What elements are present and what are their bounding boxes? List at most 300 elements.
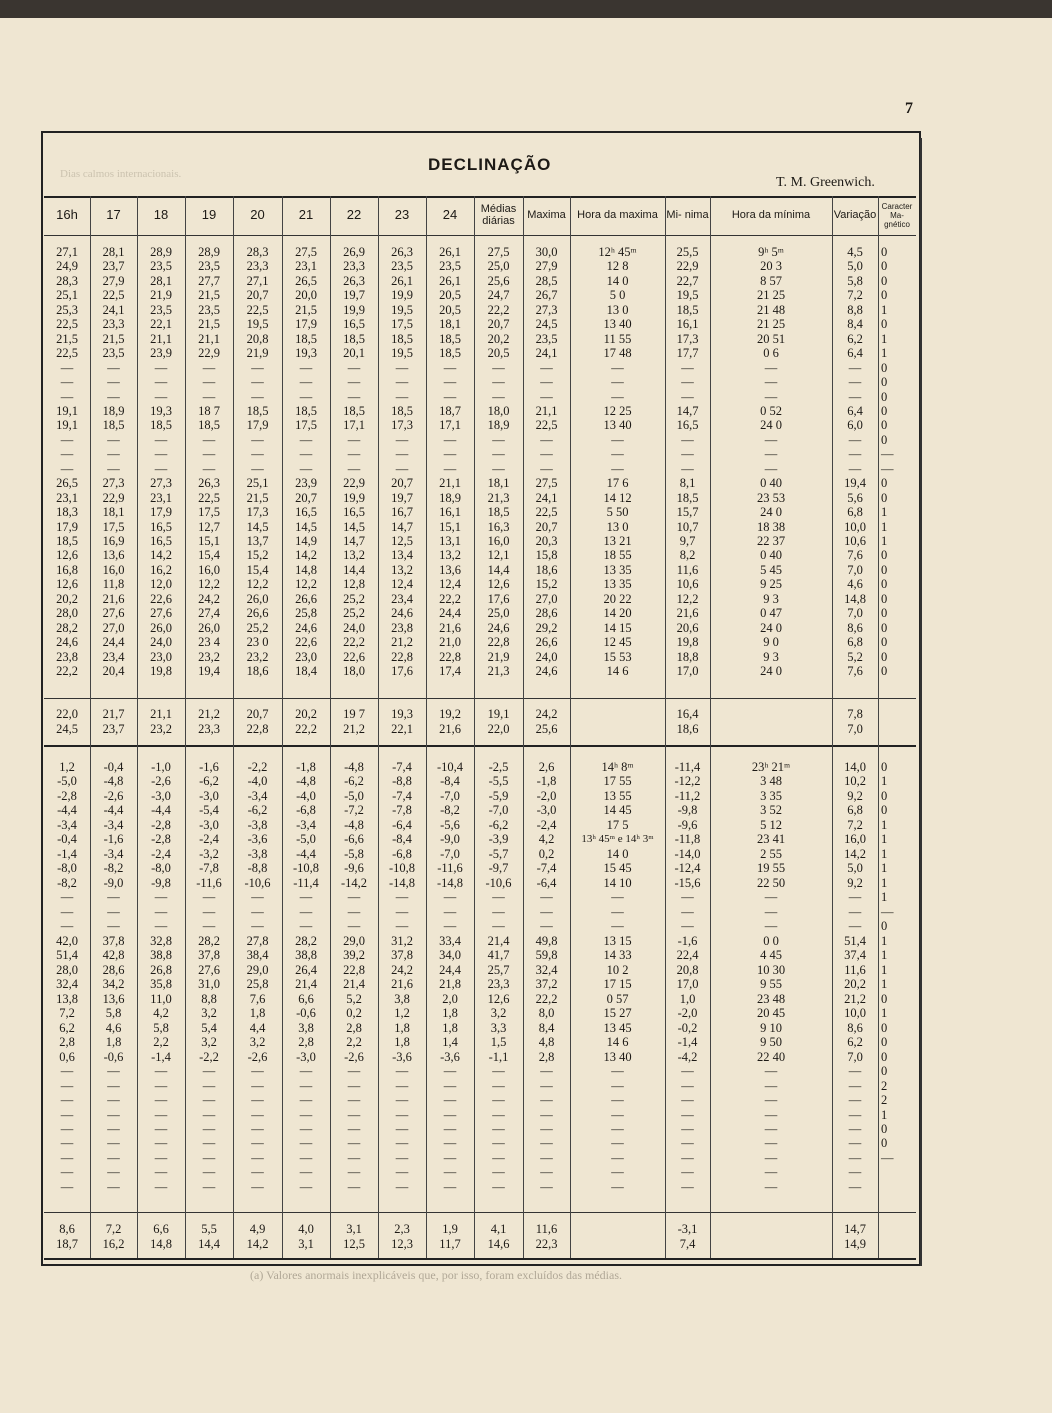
table-cell: 13,7 xyxy=(246,534,269,548)
table-cell: — xyxy=(611,1179,624,1194)
table-cell: 23,8 xyxy=(391,620,413,635)
table-cell: 24,0 xyxy=(535,649,558,664)
table-cell: 31,0 xyxy=(198,977,220,992)
table-cell: — xyxy=(540,1150,553,1165)
table-cell: — xyxy=(60,360,74,375)
table-cell: — xyxy=(107,1179,120,1194)
table-cell: 23,5 xyxy=(102,346,125,361)
table-cell: 7,0 xyxy=(847,562,863,577)
table-cell: 13 15 xyxy=(603,933,632,948)
table-cell: 22,8 xyxy=(439,649,461,664)
table-cell: 0 xyxy=(881,418,888,433)
table-cell: 25,2 xyxy=(343,606,365,621)
table-cell: 23,4 xyxy=(391,591,413,606)
table-cell: 26,0 xyxy=(150,620,172,635)
table-cell: 3,8 xyxy=(298,1020,314,1035)
table-cell: 13,6 xyxy=(439,562,461,577)
table-cell: 13 40 xyxy=(603,1049,632,1064)
table-cell: — xyxy=(251,1064,264,1079)
table-cell: — xyxy=(60,890,74,905)
table-cell: — xyxy=(154,1179,168,1194)
table-cell: 21 48 xyxy=(756,302,786,317)
table-cell: -0,6 xyxy=(103,1049,124,1064)
table-cell: 27,8 xyxy=(246,933,269,948)
table-cell: -2,6 xyxy=(344,1049,364,1064)
table-cell: -3,6 xyxy=(392,1049,412,1064)
table-cell: — xyxy=(848,1064,862,1079)
table-cell: -2,4 xyxy=(536,817,557,832)
table-cell: 39,2 xyxy=(343,948,365,963)
table-cell: — xyxy=(540,1064,553,1079)
table-cell: — xyxy=(443,1064,457,1079)
table-cell: — xyxy=(299,1064,313,1079)
table-cell: -3,6 xyxy=(247,832,268,847)
table-cell: 4,8 xyxy=(538,1035,555,1050)
table-cell: 22,1 xyxy=(391,721,413,736)
table-cell: — xyxy=(154,1150,168,1165)
table-cell: 13 35 xyxy=(603,577,632,592)
table-cell: 14,9 xyxy=(295,534,317,548)
table-cell: — xyxy=(251,432,264,447)
table-cell: — xyxy=(681,904,694,919)
table-cell: 25,6 xyxy=(535,721,558,736)
table-cell: 1 xyxy=(881,962,888,977)
table-cell: 32,4 xyxy=(535,962,558,977)
table-cell: 13,1 xyxy=(439,534,461,548)
table-cell: 17,5 xyxy=(102,519,125,534)
table-cell: 12,2 xyxy=(295,577,317,592)
table-cell: 17,6 xyxy=(391,664,413,679)
table-cell: 3,8 xyxy=(394,991,410,1006)
table-cell: — xyxy=(540,1179,553,1194)
table-cell: 22,9 xyxy=(676,259,699,274)
table-cell: -2,6 xyxy=(247,1049,268,1064)
table-cell: 15 45 xyxy=(603,861,632,876)
table-cell: — xyxy=(681,461,694,476)
table-cell: 17,4 xyxy=(439,664,461,679)
table-cell: 26,7 xyxy=(535,288,558,303)
table-cell: 13 40 xyxy=(603,418,632,433)
table-cell: — xyxy=(60,1165,74,1180)
table-cell: 16,0 xyxy=(198,562,220,577)
table-cell: 21,2 xyxy=(844,991,866,1006)
table-cell: — xyxy=(681,375,694,390)
table-cell: — xyxy=(347,389,361,404)
table-cell: -7,4 xyxy=(536,861,557,876)
table-cell: — xyxy=(764,461,778,476)
table-cell: 14ʰ 8ᵐ xyxy=(601,760,634,774)
table-cell: — xyxy=(540,919,553,934)
table-cell: 27,6 xyxy=(198,962,220,977)
column-header: Mi- nima xyxy=(666,209,709,221)
table-cell: — xyxy=(492,1078,505,1093)
table-cell: — xyxy=(251,1078,264,1093)
table-cell: 28,5 xyxy=(535,273,558,288)
table-cell: 24,4 xyxy=(439,962,461,977)
table-cell: -4,0 xyxy=(296,788,316,803)
table-cell: -11,8 xyxy=(674,832,701,847)
table-cell: — xyxy=(681,1136,694,1151)
table-cell: 13 55 xyxy=(603,788,632,803)
table-cell: 24,6 xyxy=(56,635,78,650)
table-cell: 14,7 xyxy=(844,1222,866,1236)
table-cell: — xyxy=(154,1122,168,1136)
table-cell: 23,5 xyxy=(198,302,220,317)
table-cell: -4,8 xyxy=(344,760,364,774)
table-cell: 9,7 xyxy=(679,534,696,548)
table-cell: 0 52 xyxy=(760,403,782,418)
table-cell: 15,1 xyxy=(198,534,220,548)
table-cell: -3,4 xyxy=(103,846,124,861)
table-cell: — xyxy=(347,360,361,375)
table-cell: 14 0 xyxy=(606,273,629,288)
table-cell: 9 3 xyxy=(763,649,779,664)
table-cell: — xyxy=(764,919,778,934)
table-cell: 18,0 xyxy=(343,664,365,679)
table-cell: 13 0 xyxy=(606,519,629,534)
table-cell: -2,4 xyxy=(199,832,219,847)
table-cell: 18,5 xyxy=(343,331,365,346)
table-cell: 7,0 xyxy=(847,721,863,736)
table-cell: 1 xyxy=(881,534,888,548)
table-cell: 22,6 xyxy=(150,591,172,606)
table-cell: 23 4 xyxy=(198,635,220,650)
table-cell: 17 55 xyxy=(603,774,632,789)
table-cell: 14,9 xyxy=(844,1236,866,1251)
column-header: Maxima xyxy=(527,209,566,221)
table-cell: 21,1 xyxy=(439,476,461,491)
table-cell: -1,1 xyxy=(488,1049,509,1064)
table-cell: — xyxy=(395,1150,409,1165)
table-cell: — xyxy=(60,1179,74,1194)
table-cell: — xyxy=(681,447,694,462)
table-cell: 25,2 xyxy=(246,620,269,635)
table-cell: 5 45 xyxy=(760,562,782,577)
table-cell: 1,8 xyxy=(394,1035,410,1050)
table-cell: -1,6 xyxy=(677,933,698,948)
table-cell: 0,6 xyxy=(59,1049,75,1064)
table-cell: 20,1 xyxy=(343,346,365,361)
table-cell: 23,9 xyxy=(295,476,317,491)
table-cell: 5 0 xyxy=(609,288,626,303)
table-cell: 0 xyxy=(881,403,888,418)
table-cell: 20,2 xyxy=(295,707,317,721)
table-cell: — xyxy=(299,1107,313,1122)
table-cell: — xyxy=(611,1136,624,1151)
table-cell: — xyxy=(395,890,409,905)
table-cell: — xyxy=(154,447,168,462)
table-cell: -12,2 xyxy=(674,774,701,789)
table-cell: 2,8 xyxy=(59,1035,75,1050)
table-cell: 24,6 xyxy=(535,664,558,679)
table-cell: 1 xyxy=(881,346,888,361)
table-cell: -4,2 xyxy=(677,1049,698,1064)
table-rule xyxy=(44,745,916,747)
table-cell: — xyxy=(299,1078,313,1093)
table-cell: — xyxy=(848,1136,862,1151)
table-cell: — xyxy=(107,904,120,919)
table-cell: 0 40 xyxy=(760,476,782,491)
table-cell: 9 55 xyxy=(760,977,782,992)
table-cell: 6,0 xyxy=(847,418,863,433)
table-cell: 24,5 xyxy=(535,317,558,332)
table-cell: 17,9 xyxy=(246,418,269,433)
table-cell: — xyxy=(764,432,778,447)
table-cell: 19 7 xyxy=(343,707,365,721)
table-cell: 1 xyxy=(881,331,888,346)
table-cell: 24,4 xyxy=(102,635,125,650)
table-cell: 6,6 xyxy=(153,1222,169,1236)
table-cell: 5,8 xyxy=(105,1006,122,1021)
table-cell: — xyxy=(443,1078,457,1093)
table-cell: 8,4 xyxy=(538,1020,555,1035)
table-cell: 3,1 xyxy=(346,1222,362,1236)
table-cell: 19,8 xyxy=(676,635,699,650)
table-cell: — xyxy=(611,904,624,919)
table-cell: 17,9 xyxy=(295,317,317,332)
table-cell: 6,4 xyxy=(847,403,863,418)
table-cell: 24,2 xyxy=(198,591,220,606)
table-cell: 8,8 xyxy=(201,991,217,1006)
table-cell: 22,5 xyxy=(102,288,125,303)
table-cell: — xyxy=(611,1165,624,1180)
table-cell: 1 xyxy=(881,505,888,520)
table-cell: 12,1 xyxy=(487,548,510,563)
table-cell: 7,0 xyxy=(847,606,863,621)
table-cell: — xyxy=(299,904,313,919)
table-cell: 37,8 xyxy=(102,933,125,948)
table-cell: 16,2 xyxy=(150,562,172,577)
table-cell: 16,0 xyxy=(844,832,866,847)
table-cell: — xyxy=(443,1107,457,1122)
table-cell: — xyxy=(347,1165,361,1180)
table-cell: 23,2 xyxy=(198,649,220,664)
table-cell: 29,2 xyxy=(535,620,558,635)
table-cell: 1 xyxy=(881,890,888,905)
table-cell: -12,4 xyxy=(674,861,701,876)
table-cell: 14,2 xyxy=(246,1236,269,1251)
page-number: 7 xyxy=(905,100,913,117)
table-cell: 21,6 xyxy=(391,977,413,992)
table-cell: 14 6 xyxy=(606,664,629,679)
table-cell: — xyxy=(107,1064,120,1079)
table-cell: 26,0 xyxy=(246,591,269,606)
table-cell: 24,6 xyxy=(295,620,317,635)
table-cell: 1 xyxy=(881,1006,888,1021)
table-cell: 7,2 xyxy=(59,1006,75,1021)
table-cell: -3,4 xyxy=(57,817,77,832)
table-cell: 29,0 xyxy=(343,933,365,948)
table-cell: 18,5 xyxy=(343,403,365,418)
table-cell: -2,0 xyxy=(677,1006,698,1021)
table-cell: — xyxy=(107,1078,120,1093)
table-cell: 21,0 xyxy=(439,635,461,650)
table-cell: — xyxy=(848,360,862,375)
table-cell: 17,6 xyxy=(487,591,510,606)
table-cell: -9,0 xyxy=(440,832,460,847)
table-cell: — xyxy=(347,1122,361,1136)
table-cell: — xyxy=(154,389,168,404)
table-cell: -3,4 xyxy=(247,788,268,803)
table-cell: 21,1 xyxy=(198,331,220,346)
table-cell: 9,2 xyxy=(847,875,863,890)
table-cell: 26,6 xyxy=(246,606,269,621)
table-cell: — xyxy=(60,1107,74,1122)
table-cell: — xyxy=(202,389,216,404)
table-cell: 0 xyxy=(881,591,888,606)
table-cell: -2,6 xyxy=(103,788,124,803)
table-cell: -0,4 xyxy=(57,832,77,847)
table-cell: 1,8 xyxy=(442,1006,458,1021)
table-rule xyxy=(44,235,916,236)
table-cell: 2,3 xyxy=(394,1222,410,1236)
table-cell: 18,8 xyxy=(676,649,699,664)
table-cell: 18,5 xyxy=(150,418,172,433)
table-cell: 4,4 xyxy=(249,1020,266,1035)
table-cell: 51,4 xyxy=(844,933,866,948)
table-cell: 0 xyxy=(881,788,888,803)
table-cell: — xyxy=(681,1093,694,1108)
table-cell: — xyxy=(611,919,624,934)
table-cell: 6,2 xyxy=(59,1020,75,1035)
table-cell: -9,8 xyxy=(151,875,171,890)
table-cell: — xyxy=(611,461,624,476)
table-cell: 6,2 xyxy=(847,1035,863,1050)
table-cell: — xyxy=(443,447,457,462)
table-cell: — xyxy=(443,1122,457,1136)
table-cell: 0,2 xyxy=(346,1006,362,1021)
table-cell: 23ʰ 21ᵐ xyxy=(751,760,791,774)
table-cell: -6,4 xyxy=(392,817,412,832)
table-cell: — xyxy=(540,1122,553,1136)
table-cell: 2,6 xyxy=(538,760,555,774)
table-cell: -9,0 xyxy=(103,875,124,890)
table-cell: — xyxy=(395,360,409,375)
table-cell: — xyxy=(251,1122,264,1136)
table-cell: 23,9 xyxy=(150,346,172,361)
table-cell: — xyxy=(395,1179,409,1194)
table-cell: 14,6 xyxy=(487,1236,510,1251)
table-cell: 13 40 xyxy=(603,317,632,332)
table-cell: 25,2 xyxy=(343,591,365,606)
table-cell: -4,8 xyxy=(344,817,364,832)
table-cell: — xyxy=(764,1179,778,1194)
table-cell: 14 0 xyxy=(606,846,629,861)
table-cell: 22,2 xyxy=(535,991,558,1006)
table-cell: 3 52 xyxy=(760,803,782,818)
table-cell: -11,4 xyxy=(674,760,701,774)
table-cell: 28,9 xyxy=(150,245,172,259)
table-cell: 9 3 xyxy=(763,591,779,606)
table-cell: — xyxy=(764,1122,778,1136)
table-cell: 35,8 xyxy=(150,977,172,992)
table-cell: -3,0 xyxy=(199,817,219,832)
table-cell: -11,2 xyxy=(674,788,701,803)
table-cell: — xyxy=(154,1165,168,1180)
table-cell: 13,2 xyxy=(439,548,461,563)
table-cell: 0 47 xyxy=(760,606,782,621)
table-cell: 17,5 xyxy=(198,505,220,520)
table-cell: 32,4 xyxy=(56,977,78,992)
table-cell: 0 xyxy=(881,803,888,818)
table-cell: -1,6 xyxy=(103,832,124,847)
table-cell: 34,0 xyxy=(439,948,461,963)
table-cell: 16,3 xyxy=(487,519,510,534)
table-cell: 27,9 xyxy=(102,273,125,288)
table-cell: 1 xyxy=(881,817,888,832)
table-cell: 17,3 xyxy=(246,505,269,520)
table-cell: — xyxy=(881,904,894,919)
table-cell: — xyxy=(540,389,553,404)
table-cell: 0 xyxy=(881,991,888,1006)
table-cell: 21,4 xyxy=(343,977,365,992)
table-cell: 14,8 xyxy=(844,591,866,606)
table-cell: -3,8 xyxy=(247,846,268,861)
table-cell: — xyxy=(154,890,168,905)
table-cell: -3,6 xyxy=(440,1049,460,1064)
table-cell: — xyxy=(60,461,74,476)
table-cell: 4,9 xyxy=(249,1222,266,1236)
table-cell: 18,9 xyxy=(487,418,510,433)
table-cell: -5,0 xyxy=(344,788,364,803)
table-cell: -1,4 xyxy=(151,1049,171,1064)
table-cell: — xyxy=(60,389,74,404)
table-cell: — xyxy=(848,1122,862,1136)
table-cell: 21,6 xyxy=(439,721,461,736)
table-cell: — xyxy=(540,461,553,476)
table-cell: 25,3 xyxy=(56,302,78,317)
table-cell: 1,8 xyxy=(249,1006,266,1021)
table-cell: — xyxy=(202,1107,216,1122)
table-cell: -2,6 xyxy=(151,774,171,789)
table-cell: 21 25 xyxy=(756,288,786,303)
table-cell: 14,2 xyxy=(150,548,172,563)
table-cell: 12 45 xyxy=(603,635,632,650)
table-cell: 20 45 xyxy=(756,1006,786,1021)
table-cell: 25,0 xyxy=(487,259,510,274)
table-cell: 17,9 xyxy=(56,519,78,534)
table-cell: -11,6 xyxy=(196,875,222,890)
table-cell: -1,4 xyxy=(677,1035,698,1050)
table-cell: 0 xyxy=(881,664,888,679)
table-cell: 24,2 xyxy=(391,962,413,977)
table-cell: — xyxy=(540,432,553,447)
table-cell: — xyxy=(848,1179,862,1194)
table-cell: — xyxy=(395,1122,409,1136)
table-cell: 12 8 xyxy=(606,259,629,274)
table-cell: 20,0 xyxy=(295,288,317,303)
table-cell: — xyxy=(154,1064,168,1079)
table-cell: 14 15 xyxy=(603,620,632,635)
table-cell: 24,6 xyxy=(487,620,510,635)
table-cell: 10,7 xyxy=(676,519,699,534)
table-cell: 0 xyxy=(881,1049,888,1064)
table-cell: 1,2 xyxy=(59,760,75,774)
table-cell: 9ʰ 5ᵐ xyxy=(758,245,784,259)
table-cell: -10,8 xyxy=(292,861,320,876)
table-cell: 18,5 xyxy=(439,331,461,346)
table-cell: 2,0 xyxy=(442,991,458,1006)
table-cell: 16,2 xyxy=(102,1236,125,1251)
table-cell: 18,9 xyxy=(439,490,461,505)
table-cell: 0 0 xyxy=(763,933,779,948)
table-cell: — xyxy=(540,360,553,375)
column-header: 16h xyxy=(56,207,78,222)
table-cell: — xyxy=(202,1150,216,1165)
table-cell: 22,5 xyxy=(535,418,558,433)
table-cell: 5,2 xyxy=(346,991,362,1006)
table-cell: — xyxy=(299,389,313,404)
